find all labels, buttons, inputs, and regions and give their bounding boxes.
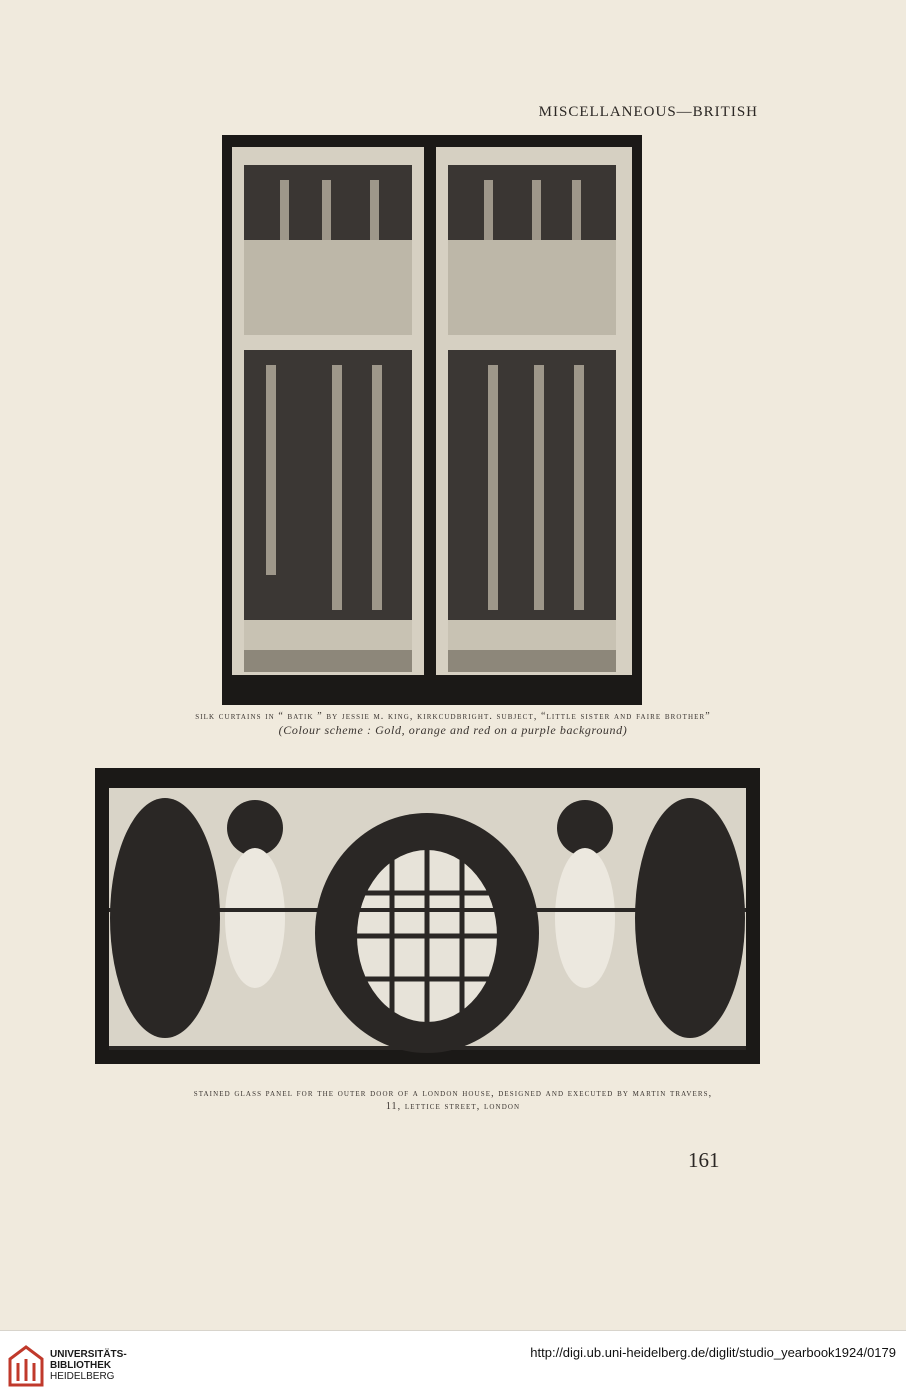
university-library-logo-icon (8, 1345, 44, 1387)
library-name-line1: UNIVERSITÄTS- (50, 1349, 127, 1360)
stained-glass-photograph (95, 768, 760, 1064)
running-head: MISCELLANEOUS—BRITISH (538, 104, 758, 120)
library-name (50, 1349, 127, 1382)
page-number: 161 (688, 1148, 720, 1172)
figure-1-colour-scheme: (Colour scheme : Gold, orange and red on a purple background) (278, 723, 628, 737)
source-url-link[interactable]: http://digi.ub.uni-heidelberg.de/diglit/studio_yearbook1924/0179 (530, 1345, 896, 1360)
library-name-line2: BIBLIOTHEK (50, 1360, 112, 1371)
figure-2-caption: stained glass panel for the outer door of a london house, designed and executed by martin travers, (193, 1088, 713, 1099)
curtains-photograph (222, 135, 642, 705)
figure-1-caption: silk curtains in “ batik ” by jessie m. king, kirkcudbright. subject, “little sister and faire brother” (195, 711, 711, 722)
library-name-line3: HEIDELBERG (50, 1371, 115, 1382)
figure-2-caption-address: 11, lettice street, london (385, 1101, 521, 1112)
digitization-footer (0, 1330, 906, 1399)
